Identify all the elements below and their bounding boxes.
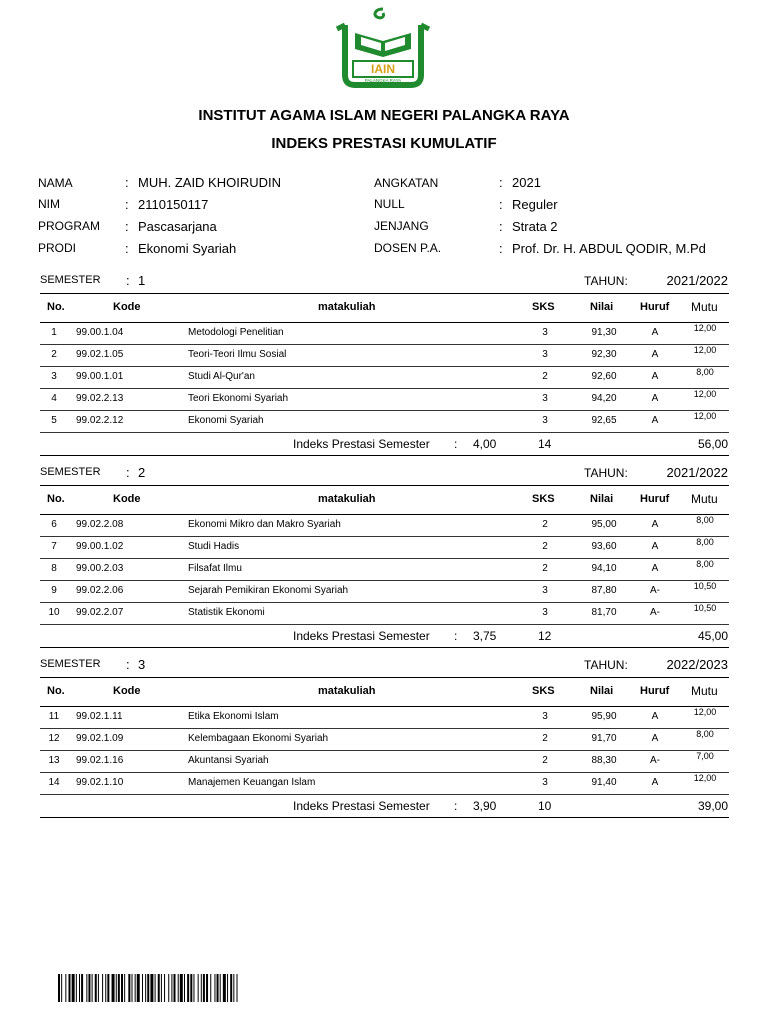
row-matakuliah: Ekonomi Mikro dan Makro Syariah [188, 519, 341, 530]
row-sks: 3 [542, 327, 548, 338]
program-value: Pascasarjana [138, 219, 217, 234]
row-rule [40, 366, 729, 367]
null-label: NULL [374, 197, 405, 211]
row-rule [40, 794, 729, 795]
row-rule [40, 728, 729, 729]
col-sks-header: SKS [532, 685, 555, 697]
row-kode: 99.00.2.03 [76, 563, 124, 574]
row-rule [40, 750, 729, 751]
col-sks-header: SKS [532, 301, 555, 313]
prodi-label: PRODI [38, 241, 77, 255]
row-matakuliah: Statistik Ekonomi [188, 607, 265, 618]
tahun-value: 2021/2022 [666, 273, 728, 288]
row-sks: 2 [542, 519, 548, 530]
row-nilai: 91,70 [591, 733, 617, 744]
row-no: 4 [51, 393, 57, 404]
dosen-colon: : [499, 241, 503, 256]
row-huruf: A [651, 711, 659, 722]
row-sks: 3 [542, 607, 548, 618]
summary-rule [40, 455, 729, 456]
nim-colon: : [125, 197, 129, 212]
row-nilai: 95,00 [591, 519, 617, 530]
total-mutu: 39,00 [697, 799, 728, 813]
row-kode: 99.02.2.12 [76, 415, 124, 426]
row-no: 1 [51, 327, 57, 338]
semester-number: 1 [138, 273, 146, 288]
jenjang-label: JENJANG [374, 219, 429, 233]
col-mutu-header: Mutu [691, 684, 718, 698]
nama-label: NAMA [38, 176, 73, 190]
row-no: 5 [51, 415, 57, 426]
prodi-value: Ekonomi Syariah [138, 241, 237, 256]
row-matakuliah: Sejarah Pemikiran Ekonomi Syariah [188, 585, 349, 596]
row-nilai: 94,20 [591, 393, 617, 404]
dosen-label: DOSEN P.A. [374, 241, 442, 255]
row-kode: 99.00.1.02 [76, 541, 124, 552]
row-nilai: 81,70 [591, 607, 617, 618]
row-mutu: 10,50 [693, 581, 717, 591]
row-matakuliah: Etika Ekonomi Islam [188, 711, 279, 722]
ips-value: 4,00 [473, 437, 497, 451]
row-nilai: 92,30 [591, 349, 617, 360]
row-huruf: A [651, 733, 659, 744]
dosen-value: Prof. Dr. H. ABDUL QODIR, M.Pd [512, 241, 706, 256]
row-huruf: A [651, 371, 659, 382]
row-sks: 2 [542, 371, 548, 382]
row-nilai: 94,10 [591, 563, 617, 574]
row-mutu: 12,00 [693, 345, 717, 355]
row-matakuliah: Studi Hadis [188, 541, 240, 552]
barcode [58, 974, 410, 1002]
semester-colon: : [126, 657, 130, 672]
col-nilai-header: Nilai [590, 493, 614, 505]
logo-text: IAIN [371, 62, 395, 76]
row-sks: 2 [542, 563, 548, 574]
row-mutu: 12,00 [693, 323, 717, 333]
row-matakuliah: Teori-Teori Ilmu Sosial [188, 349, 287, 360]
row-mutu: 12,00 [693, 389, 717, 399]
total-mutu: 56,00 [697, 437, 728, 451]
row-kode: 99.02.1.10 [76, 777, 124, 788]
row-nilai: 95,90 [591, 711, 617, 722]
null-colon: : [499, 197, 503, 212]
row-huruf: A [651, 563, 659, 574]
tahun-value: 2021/2022 [666, 465, 728, 480]
row-matakuliah: Metodologi Penelitian [188, 327, 284, 338]
row-kode: 99.02.2.08 [76, 519, 124, 530]
table-top-rule [40, 677, 729, 678]
row-rule [40, 772, 729, 773]
row-kode: 99.02.1.05 [76, 349, 124, 360]
col-huruf-header: Huruf [640, 685, 670, 697]
row-huruf: A- [650, 755, 660, 766]
total-sks: 10 [538, 799, 552, 813]
row-mutu: 12,00 [693, 411, 717, 421]
col-mutu-header: Mutu [691, 300, 718, 314]
row-sks: 3 [542, 349, 548, 360]
ips-colon: : [454, 629, 458, 643]
row-mutu: 8,00 [696, 367, 714, 377]
col-no-header: No. [47, 685, 65, 697]
row-mutu: 8,00 [696, 515, 714, 525]
tahun-label: TAHUN: [584, 466, 628, 480]
row-no: 12 [48, 733, 60, 744]
row-no: 6 [51, 519, 57, 530]
summary-rule [40, 647, 729, 648]
col-huruf-header: Huruf [640, 301, 670, 313]
logo-subtext: PALANGKA RAYA [364, 78, 402, 83]
row-sks: 2 [542, 755, 548, 766]
ips-value: 3,90 [473, 799, 497, 813]
header-rule [40, 514, 729, 515]
row-sks: 3 [542, 585, 548, 596]
row-rule [40, 344, 729, 345]
ips-label: Indeks Prestasi Semester [293, 437, 430, 451]
semester-label: SEMESTER [40, 274, 101, 286]
table-top-rule [40, 293, 729, 294]
row-nilai: 93,60 [591, 541, 617, 552]
row-kode: 99.02.1.11 [76, 711, 123, 722]
row-nilai: 87,80 [591, 585, 617, 596]
row-no: 9 [51, 585, 57, 596]
row-rule [40, 580, 729, 581]
total-mutu: 45,00 [697, 629, 728, 643]
row-no: 2 [51, 349, 57, 360]
row-matakuliah: Manajemen Keuangan Islam [188, 777, 316, 788]
row-no: 8 [51, 563, 57, 574]
col-no-header: No. [47, 301, 65, 313]
row-matakuliah: Filsafat Ilmu [188, 563, 242, 574]
col-sks-header: SKS [532, 493, 555, 505]
row-no: 10 [48, 607, 60, 618]
institution-logo [331, 5, 435, 91]
total-sks: 14 [538, 437, 552, 451]
ips-label: Indeks Prestasi Semester [293, 799, 430, 813]
row-huruf: A [651, 541, 659, 552]
col-mutu-header: Mutu [691, 492, 718, 506]
ips-label: Indeks Prestasi Semester [293, 629, 430, 643]
nama-colon: : [125, 175, 129, 190]
row-rule [40, 602, 729, 603]
row-rule [40, 536, 729, 537]
row-no: 7 [51, 541, 57, 552]
prodi-colon: : [125, 241, 129, 256]
semester-label: SEMESTER [40, 466, 101, 478]
row-huruf: A- [650, 585, 660, 596]
ips-value: 3,75 [473, 629, 497, 643]
header-rule [40, 706, 729, 707]
row-huruf: A [651, 777, 659, 788]
col-huruf-header: Huruf [640, 493, 670, 505]
row-no: 14 [48, 777, 60, 788]
nama-value: MUH. ZAID KHOIRUDIN [138, 175, 281, 190]
row-kode: 99.02.2.13 [76, 393, 124, 404]
row-matakuliah: Akuntansi Syariah [188, 755, 269, 766]
semester-colon: : [126, 273, 130, 288]
row-sks: 2 [542, 733, 548, 744]
row-nilai: 92,60 [591, 371, 617, 382]
row-sks: 3 [542, 711, 548, 722]
ips-colon: : [454, 437, 458, 451]
jenjang-colon: : [499, 219, 503, 234]
tahun-value: 2022/2023 [666, 657, 728, 672]
row-huruf: A [651, 415, 659, 426]
row-rule [40, 624, 729, 625]
angkatan-value: 2021 [512, 175, 541, 190]
col-nilai-header: Nilai [590, 301, 614, 313]
table-top-rule [40, 485, 729, 486]
col-matakuliah-header: matakuliah [318, 685, 376, 697]
semester-label: SEMESTER [40, 658, 101, 670]
program-label: PROGRAM [38, 219, 101, 233]
col-matakuliah-header: matakuliah [318, 493, 376, 505]
total-sks: 12 [538, 629, 552, 643]
header-rule [40, 322, 729, 323]
row-huruf: A [651, 327, 659, 338]
row-rule [40, 432, 729, 433]
nim-value: 2110150117 [138, 197, 209, 212]
row-mutu: 8,00 [696, 559, 714, 569]
row-kode: 99.02.1.09 [76, 733, 124, 744]
row-sks: 3 [542, 415, 548, 426]
row-no: 13 [48, 755, 60, 766]
jenjang-value: Strata 2 [512, 219, 558, 234]
row-rule [40, 388, 729, 389]
tahun-label: TAHUN: [584, 274, 628, 288]
ips-colon: : [454, 799, 458, 813]
row-matakuliah: Studi Al-Qur'an [188, 371, 255, 382]
row-huruf: A [651, 349, 659, 360]
row-kode: 99.02.1.16 [76, 755, 124, 766]
program-colon: : [125, 219, 129, 234]
col-kode-header: Kode [113, 493, 141, 505]
tahun-label: TAHUN: [584, 658, 628, 672]
row-nilai: 92,65 [591, 415, 617, 426]
row-kode: 99.00.1.04 [76, 327, 124, 338]
row-huruf: A [651, 519, 659, 530]
row-mutu: 10,50 [693, 603, 717, 613]
row-nilai: 88,30 [591, 755, 617, 766]
document-title: INDEKS PRESTASI KUMULATIF [271, 135, 497, 152]
nim-label: NIM [38, 197, 60, 211]
row-sks: 3 [542, 393, 548, 404]
row-rule [40, 558, 729, 559]
row-rule [40, 410, 729, 411]
row-kode: 99.02.2.07 [76, 607, 124, 618]
semester-number: 2 [138, 465, 146, 480]
col-kode-header: Kode [113, 685, 141, 697]
col-nilai-header: Nilai [590, 685, 614, 697]
row-nilai: 91,40 [591, 777, 617, 788]
col-matakuliah-header: matakuliah [318, 301, 376, 313]
null-value: Reguler [512, 197, 558, 212]
row-sks: 2 [542, 541, 548, 552]
row-matakuliah: Kelembagaan Ekonomi Syariah [188, 733, 329, 744]
row-matakuliah: Teori Ekonomi Syariah [188, 393, 289, 404]
row-huruf: A- [650, 607, 660, 618]
row-mutu: 12,00 [693, 707, 717, 717]
row-mutu: 8,00 [696, 537, 714, 547]
row-huruf: A [651, 393, 659, 404]
angkatan-colon: : [499, 175, 503, 190]
col-no-header: No. [47, 493, 65, 505]
row-kode: 99.02.2.06 [76, 585, 124, 596]
row-nilai: 91,30 [591, 327, 617, 338]
angkatan-label: ANGKATAN [374, 176, 439, 190]
institution-name: INSTITUT AGAMA ISLAM NEGERI PALANGKA RAYA [198, 107, 570, 124]
row-mutu: 7,00 [696, 751, 714, 761]
row-mutu: 12,00 [693, 773, 717, 783]
row-matakuliah: Ekonomi Syariah [188, 415, 264, 426]
row-mutu: 8,00 [696, 729, 714, 739]
summary-rule [40, 817, 729, 818]
semester-colon: : [126, 465, 130, 480]
col-kode-header: Kode [113, 301, 141, 313]
row-sks: 3 [542, 777, 548, 788]
row-kode: 99.00.1.01 [76, 371, 124, 382]
semester-number: 3 [138, 657, 146, 672]
row-no: 11 [48, 711, 60, 722]
row-no: 3 [51, 371, 57, 382]
